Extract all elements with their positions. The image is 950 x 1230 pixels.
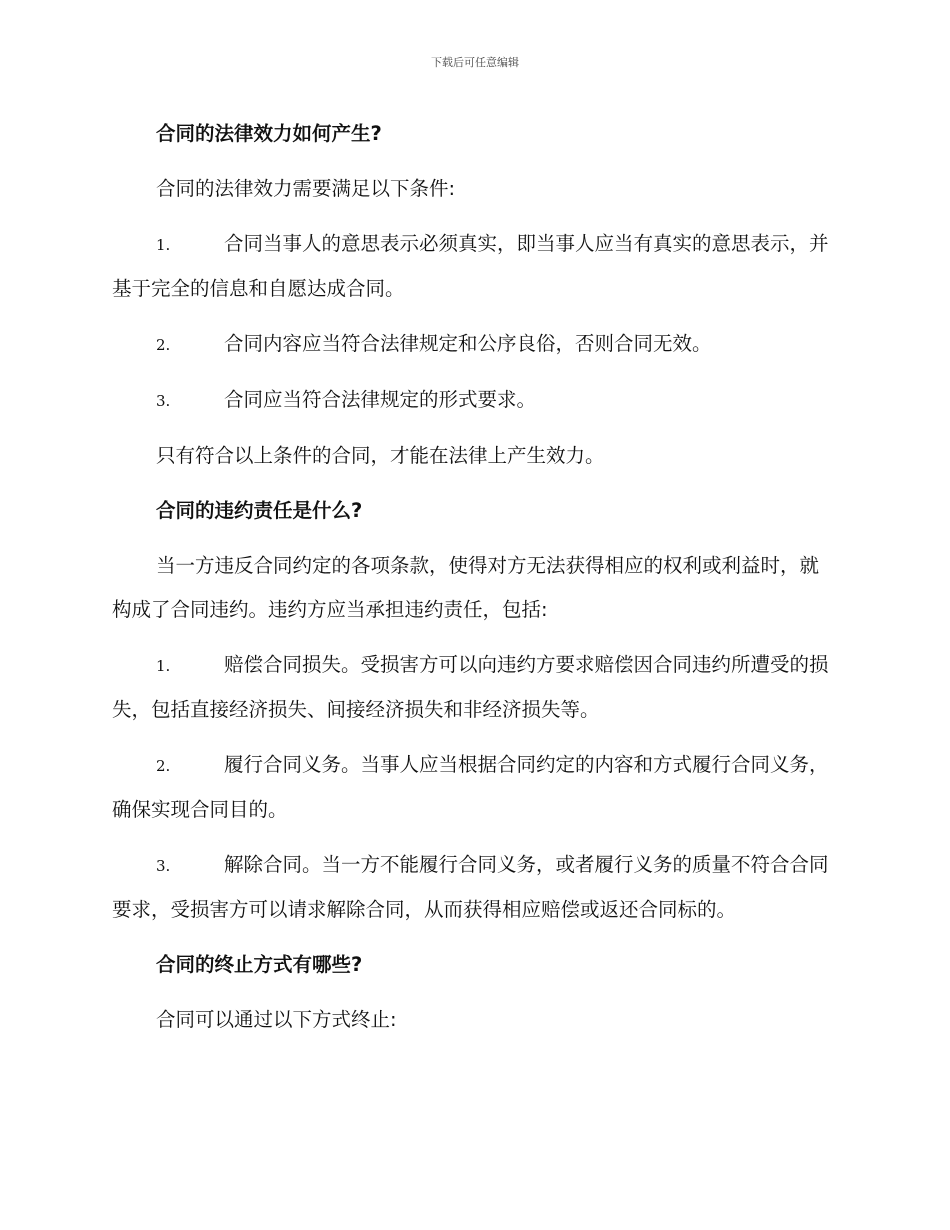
list-item — [112, 222, 834, 311]
section-intro-breach: 当一方违反合同约定的各项条款，使得对方无法获得相应的权利或利益时，就构成了合同违约。违约方应当承担违约责任，包括: — [112, 554, 820, 621]
list-text: 赔偿合同损失。受损害方可以向违约方要求赔偿因合同违约所遭受的损失，包括直接经济损失、间接经济损失和非经济损失等。 — [112, 653, 829, 721]
list-item — [112, 743, 834, 832]
list-text: 履行合同义务。当事人应当根据合同约定的内容和方式履行合同义务，确保实现合同目的。 — [112, 753, 829, 821]
section-heading-breach: 合同的违约责任是什么? — [156, 499, 363, 522]
list-item — [112, 322, 834, 367]
list-text: 合同当事人的意思表示必须真实，即当事人应当有真实的意思表示，并基于完全的信息和自愿达成合同。 — [112, 232, 829, 300]
list-number: 2. — [156, 757, 171, 775]
document-body — [112, 112, 834, 1053]
list-number: 3. — [156, 392, 171, 410]
list-number: 2. — [156, 336, 171, 354]
section-intro-validity: 合同的法律效力需要满足以下条件: — [156, 177, 456, 200]
list-text: 解除合同。当一方不能履行合同义务，或者履行义务的质量不符合合同要求，受损害方可以请求解除合同，从而获得相应赔偿或返还合同标的。 — [112, 853, 829, 921]
list-item — [112, 643, 834, 732]
list-number: 1. — [156, 236, 171, 254]
list-text: 合同应当符合法律规定的形式要求。 — [224, 388, 537, 411]
list-item — [112, 378, 834, 423]
section-conclusion-validity: 只有符合以上条件的合同，才能在法律上产生效力。 — [156, 444, 605, 467]
page-header: 下载后可任意编辑 — [431, 56, 519, 69]
section-intro-termination: 合同可以通过以下方式终止: — [156, 1008, 397, 1031]
list-number: 3. — [156, 857, 171, 875]
list-item — [112, 843, 834, 932]
section-heading-validity: 合同的法律效力如何产生? — [156, 122, 382, 145]
list-number: 1. — [156, 657, 171, 675]
list-text: 合同内容应当符合法律规定和公序良俗，否则合同无效。 — [224, 332, 712, 355]
section-heading-termination: 合同的终止方式有哪些? — [156, 953, 363, 976]
